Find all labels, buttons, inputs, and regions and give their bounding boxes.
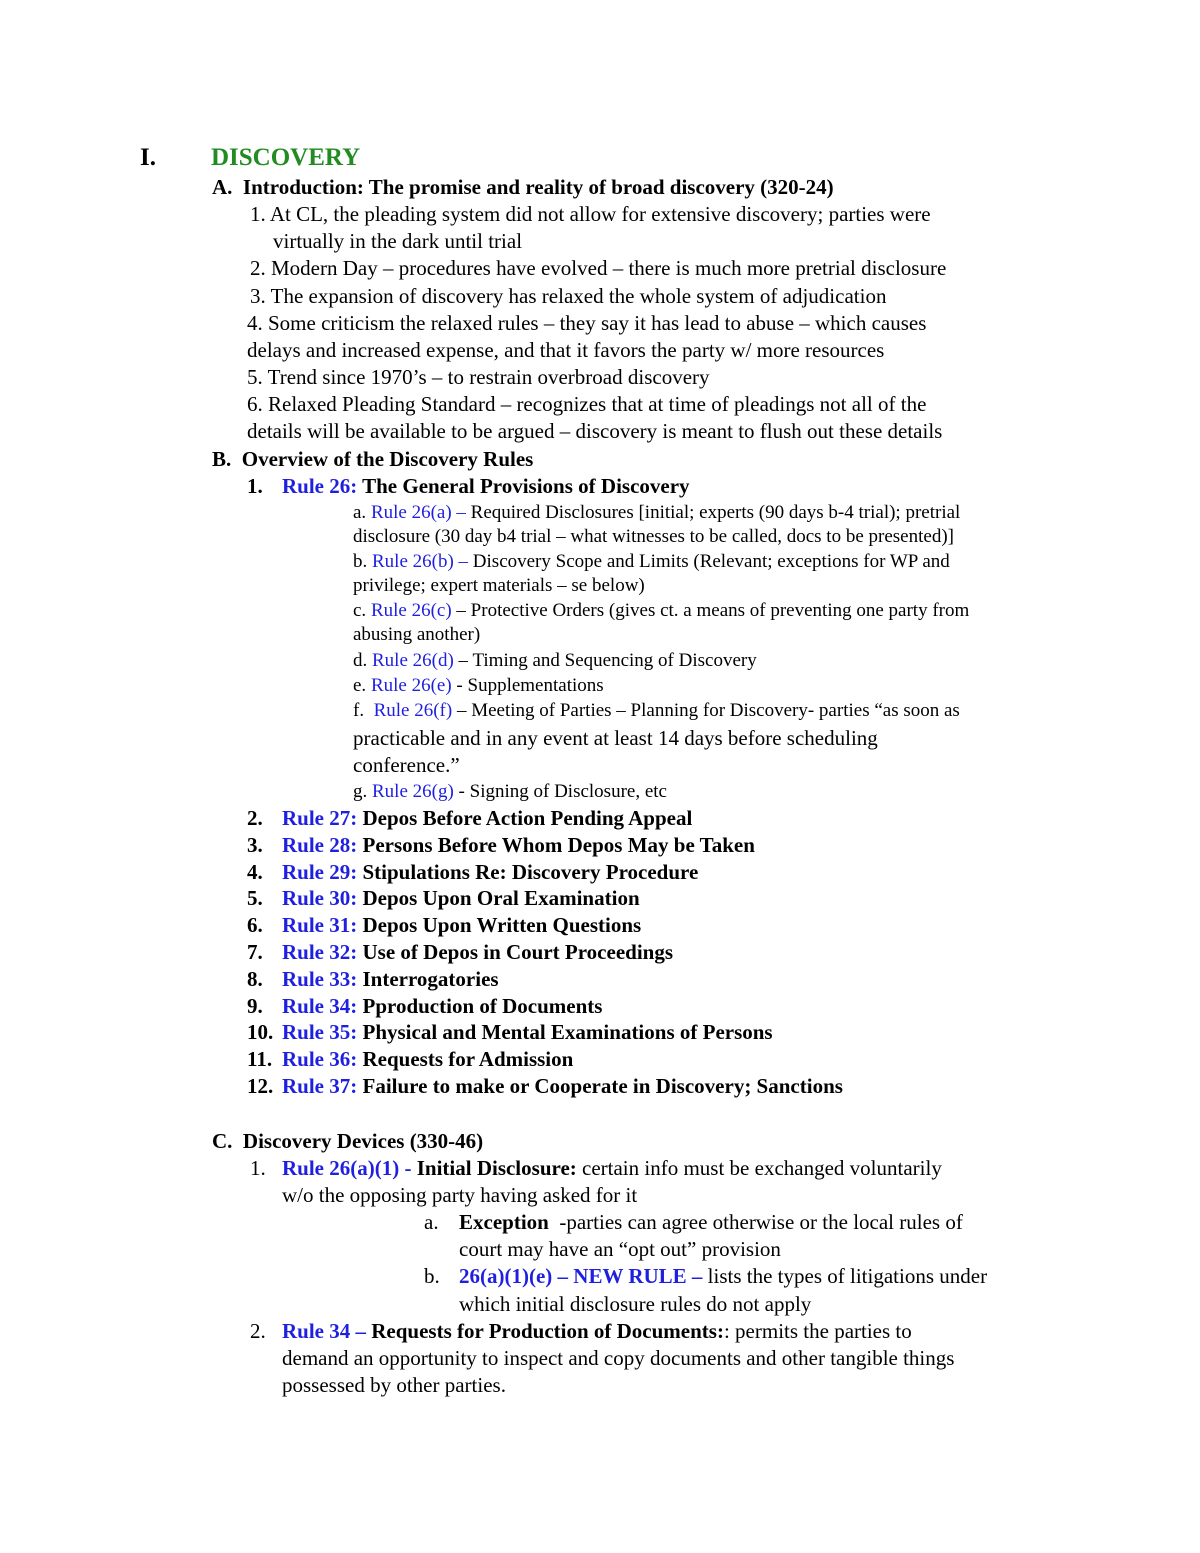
device-item-cont: possessed by other parties. (282, 1373, 506, 1397)
rule-item: 11. Rule 36: Requests for Admission (247, 1047, 574, 1072)
sub-item: a. Rule 26(a) – Required Disclosures [initial; experts (90 days b-4 trial); pretrial (353, 502, 961, 523)
sub-item: f. Rule 26(f) – Meeting of Parties – Planning for Discovery- parties “as soon as (353, 700, 960, 721)
list-item: 6. Relaxed Pleading Standard – recognizes that at time of pleadings not all of the (247, 392, 927, 416)
list-item: 2. Modern Day – procedures have evolved – there is much more pretrial disclosure (250, 256, 947, 280)
sub-item-cont: privilege; expert materials – se below) (353, 575, 645, 596)
sub-item: d. Rule 26(d) – Timing and Sequencing of Discovery (353, 650, 757, 671)
rule-item: 3. Rule 28: Persons Before Whom Depos May be Taken (247, 832, 755, 857)
rule-item: 6. Rule 31: Depos Upon Written Questions (247, 913, 642, 938)
sub-item-cont: disclosure (30 day b4 trial – what witnesses to be called, docs to be presented)] (353, 526, 954, 547)
list-item: 5. Trend since 1970’s – to restrain overbroad discovery (247, 365, 710, 389)
device-sub-item: b. 26(a)(1)(e) – NEW RULE – lists the types of litigations under (424, 1264, 988, 1288)
device-sub-item: a. Exception -parties can agree otherwise or the local rules of (424, 1210, 963, 1234)
sub-item-cont: abusing another) (353, 624, 481, 645)
heading-c: C. Discovery Devices (330-46) (212, 1129, 484, 1153)
rule-item: 5. Rule 30: Depos Upon Oral Examination (247, 886, 640, 911)
list-item: 4. Some criticism the relaxed rules – they say it has lead to abuse – which causes (247, 311, 927, 335)
device-sub-item-cont: court may have an “opt out” provision (459, 1237, 781, 1261)
sub-item: b. Rule 26(b) – Discovery Scope and Limits (Relevant; exceptions for WP and (353, 551, 950, 572)
device-item-cont: w/o the opposing party having asked for it (282, 1183, 638, 1207)
sub-item-cont: conference.” (353, 753, 460, 777)
list-item-cont: delays and increased expense, and that it favors the party w/ more resources (247, 338, 885, 362)
section-title: DISCOVERY (211, 144, 361, 171)
sub-item: g. Rule 26(g) - Signing of Disclosure, etc (353, 781, 667, 802)
device-sub-item-cont: which initial disclosure rules do not apply (459, 1292, 812, 1316)
device-item-cont: demand an opportunity to inspect and copy documents and other tangible things (282, 1346, 955, 1370)
section-number: I. (140, 144, 156, 171)
rule-item: 8. Rule 33: Interrogatories (247, 966, 499, 991)
rule-item: 10. Rule 35: Physical and Mental Examinations of Persons (247, 1020, 773, 1045)
list-item-cont: details will be available to be argued – discovery is meant to flush out these details (247, 419, 943, 443)
sub-item-cont: practicable and in any event at least 14 days before scheduling (353, 726, 878, 750)
heading-b: B. Overview of the Discovery Rules (212, 447, 534, 471)
device-item: 2. Rule 34 – Requests for Production of Documents:: permits the parties to (250, 1319, 912, 1343)
heading-a: A. Introduction: The promise and reality of broad discovery (320-24) (212, 175, 834, 199)
rule-item: 7. Rule 32: Use of Depos in Court Proceedings (247, 940, 674, 964)
sub-item: e. Rule 26(e) - Supplementations (353, 675, 604, 696)
rule-item: 9. Rule 34: Pproduction of Documents (247, 993, 603, 1018)
device-item: 1. Rule 26(a)(1) - Initial Disclosure: certain info must be exchanged voluntarily (250, 1156, 942, 1180)
sub-item: c. Rule 26(c) – Protective Orders (gives ct. a means of preventing one party from (353, 600, 970, 621)
list-item: 3. The expansion of discovery has relaxed the whole system of adjudication (250, 284, 887, 308)
rule-item: 4. Rule 29: Stipulations Re: Discovery Procedure (247, 859, 699, 884)
rule-item: 1. Rule 26: The General Provisions of Discovery (247, 474, 690, 498)
list-item-cont: virtually in the dark until trial (273, 229, 523, 253)
rule-item: 12. Rule 37: Failure to make or Cooperate in Discovery; Sanctions (247, 1074, 843, 1098)
list-item: 1. At CL, the pleading system did not allow for extensive discovery; parties were (250, 202, 931, 226)
rule-item: 2. Rule 27: Depos Before Action Pending Appeal (247, 806, 693, 830)
